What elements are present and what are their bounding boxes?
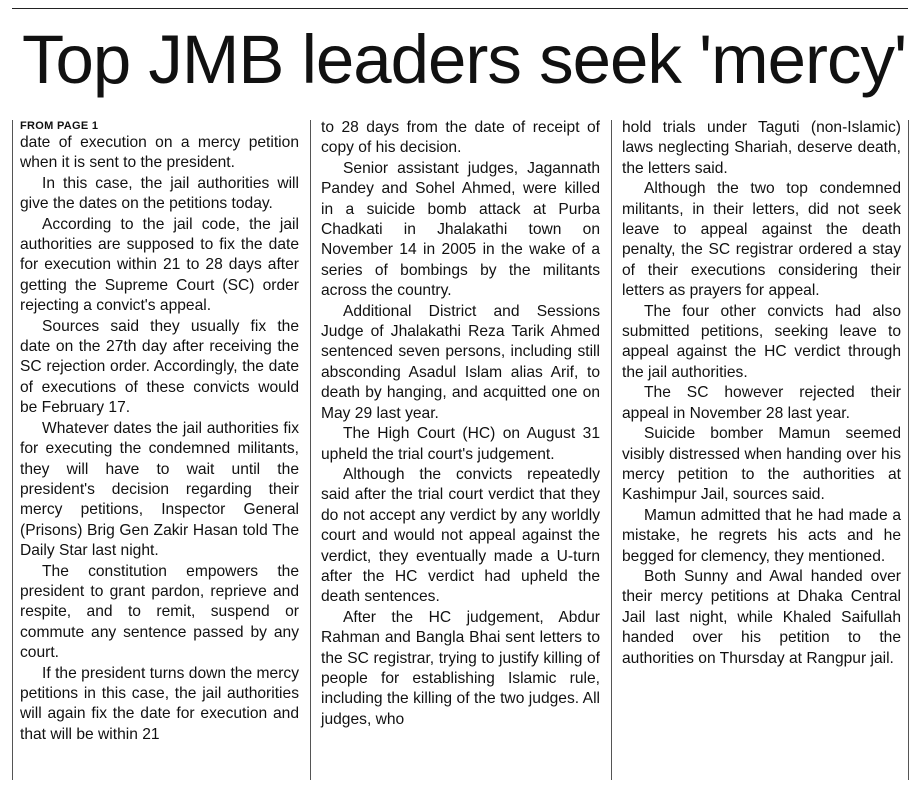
paragraph: According to the jail code, the jail authorities are supposed to fix the date for execution within 21 to 28 days after getting the Supreme Court (SC) order rejecting a convict's appeal. <box>20 215 299 315</box>
paragraph: Whatever dates the jail authorities fix for executing the condemned militants, they will have to wait until the president's decision regarding their mercy petitions, Inspector General (Prisons) Brig Gen Zakir Hasan told The Daily Star last night. <box>20 419 299 560</box>
paragraph: Additional District and Sessions Judge of Jhalakathi Reza Tarik Ahmed sentenced seven persons, including still absconding Asadul Islam alias Arif, to death by hanging, and acquitted one on May 29 last year. <box>321 302 600 422</box>
paragraph: Although the convicts repeatedly said after the trial court verdict that they do not accept any verdict by any worldly court and would not appeal against the verdict, they eventually made a U-turn after the HC verdict had upheld the death sentences. <box>321 465 600 606</box>
paragraph: The SC however rejected their appeal in November 28 last year. <box>622 384 901 422</box>
paragraph: The constitution empowers the president to grant pardon, reprieve and respite, and to remit, suspend or commute any sentence passed by any court. <box>20 562 299 662</box>
paragraph: The High Court (HC) on August 31 upheld the trial court's judgement. <box>321 425 600 463</box>
paragraph: Both Sunny and Awal handed over their mercy petitions at Dhaka Central Jail last night, while Khaled Saifullah handed over his petition to the authorities on Thursday at Rangpur jail. <box>622 567 901 667</box>
continuation-kicker: FROM PAGE 1 <box>20 120 99 132</box>
paragraph: to 28 days from the date of receipt of copy of his decision. <box>321 119 600 157</box>
paragraph: hold trials under Taguti (non-Islamic) laws neglecting Shariah, deserve death, the letters said. <box>622 119 901 177</box>
paragraph: Although the two top condemned militants, in their letters, did not seek leave to appeal against the death penalty, the SC registrar ordered a stay of their executions considering their letters as prayers for appeal. <box>622 180 901 300</box>
paragraph: Suicide bomber Mamun seemed visibly distressed when handing over his mercy petition to the authorities at Kashimpur Jail, sources said. <box>622 425 901 504</box>
headline: Top JMB leaders seek 'mercy' <box>22 21 907 98</box>
article-column-1 <box>20 118 299 745</box>
top-rule <box>12 8 908 9</box>
article-column-2 <box>321 118 600 730</box>
paragraph: In this case, the jail authorities will give the dates on the petitions today. <box>20 174 299 213</box>
paragraph: The four other convicts had also submitted petitions, seeking leave to appeal against the HC verdict through the jail authorities. <box>622 302 901 381</box>
column-rule-2 <box>611 120 612 780</box>
paragraph: Senior assistant judges, Jagannath Pandey and Sohel Ahmed, were killed in a suicide bomb attack at Purba Chadkati in Jhalakathi town on November 14 in 2005 in the wake of a series of bombings by the militants across the country. <box>321 159 600 300</box>
paragraph: Sources said they usually fix the date on the 27th day after receiving the SC rejection order. Accordingly, the date of executions of these convicts would be February 17. <box>20 317 299 417</box>
paragraph: After the HC judgement, Abdur Rahman and Bangla Bhai sent letters to the SC registrar, trying to justify killing of people for establishing Islamic rule, including the killing of the two judges. All judges, who <box>321 608 600 728</box>
paragraph: If the president turns down the mercy petitions in this case, the jail authorities will again fix the date for execution and that will be within 21 <box>20 664 299 743</box>
column-rule-left <box>12 120 13 780</box>
column-rule-right <box>908 120 909 780</box>
article-column-3 <box>622 118 901 669</box>
paragraph: Mamun admitted that he had made a mistake, he regrets his acts and he begged for clemency, they mentioned. <box>622 506 901 565</box>
paragraph: date of execution on a mercy petition when it is sent to the president. <box>20 134 299 172</box>
column-rule-1 <box>310 120 311 780</box>
